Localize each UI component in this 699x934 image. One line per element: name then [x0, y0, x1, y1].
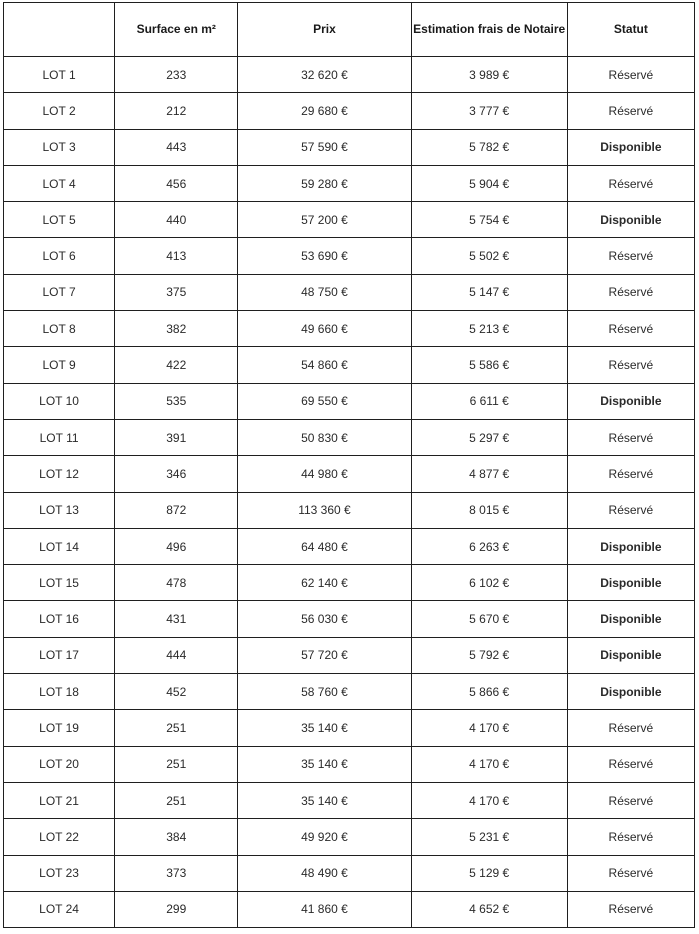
cell-frais: 6 263 € — [411, 528, 567, 564]
table-row — [4, 855, 695, 891]
cell-lot: LOT 3 — [4, 129, 115, 165]
table-body — [4, 57, 695, 928]
cell-prix: 58 760 € — [238, 674, 411, 710]
cell-statut: Disponible — [567, 129, 694, 165]
cell-lot: LOT 17 — [4, 637, 115, 673]
cell-lot: LOT 4 — [4, 165, 115, 201]
cell-frais: 5 904 € — [411, 165, 567, 201]
cell-statut: Réservé — [567, 93, 694, 129]
cell-frais: 3 989 € — [411, 57, 567, 93]
table-row — [4, 782, 695, 818]
table-row — [4, 383, 695, 419]
cell-lot: LOT 9 — [4, 347, 115, 383]
cell-statut: Disponible — [567, 383, 694, 419]
cell-lot: LOT 1 — [4, 57, 115, 93]
table-row — [4, 710, 695, 746]
cell-frais: 4 652 € — [411, 891, 567, 927]
cell-frais: 6 102 € — [411, 565, 567, 601]
cell-surface: 384 — [115, 819, 238, 855]
cell-prix: 35 140 € — [238, 710, 411, 746]
table-row — [4, 419, 695, 455]
cell-frais: 5 792 € — [411, 637, 567, 673]
cell-statut: Réservé — [567, 782, 694, 818]
cell-prix: 62 140 € — [238, 565, 411, 601]
cell-lot: LOT 21 — [4, 782, 115, 818]
cell-surface: 233 — [115, 57, 238, 93]
cell-prix: 49 660 € — [238, 311, 411, 347]
cell-prix: 56 030 € — [238, 601, 411, 637]
cell-frais: 5 213 € — [411, 311, 567, 347]
cell-frais: 6 611 € — [411, 383, 567, 419]
cell-frais: 5 502 € — [411, 238, 567, 274]
header-frais: Estimation frais de Notaire — [411, 3, 567, 57]
cell-prix: 54 860 € — [238, 347, 411, 383]
table-row — [4, 274, 695, 310]
cell-statut: Réservé — [567, 274, 694, 310]
table-row — [4, 456, 695, 492]
cell-surface: 443 — [115, 129, 238, 165]
cell-prix: 32 620 € — [238, 57, 411, 93]
table-header — [4, 3, 695, 57]
table-row — [4, 891, 695, 927]
cell-surface: 375 — [115, 274, 238, 310]
cell-frais: 5 866 € — [411, 674, 567, 710]
cell-lot: LOT 2 — [4, 93, 115, 129]
cell-surface: 391 — [115, 419, 238, 455]
cell-statut: Réservé — [567, 710, 694, 746]
cell-lot: LOT 16 — [4, 601, 115, 637]
table-row — [4, 819, 695, 855]
cell-prix: 57 720 € — [238, 637, 411, 673]
cell-statut: Réservé — [567, 165, 694, 201]
header-row — [4, 3, 695, 57]
cell-statut: Disponible — [567, 528, 694, 564]
header-prix: Prix — [238, 3, 411, 57]
cell-prix: 57 200 € — [238, 202, 411, 238]
cell-surface: 478 — [115, 565, 238, 601]
table-row — [4, 238, 695, 274]
table-row — [4, 311, 695, 347]
cell-prix: 29 680 € — [238, 93, 411, 129]
cell-lot: LOT 22 — [4, 819, 115, 855]
cell-prix: 57 590 € — [238, 129, 411, 165]
cell-lot: LOT 11 — [4, 419, 115, 455]
cell-prix: 64 480 € — [238, 528, 411, 564]
table-row — [4, 637, 695, 673]
cell-surface: 251 — [115, 710, 238, 746]
cell-surface: 373 — [115, 855, 238, 891]
cell-surface: 346 — [115, 456, 238, 492]
table-row — [4, 129, 695, 165]
cell-lot: LOT 14 — [4, 528, 115, 564]
table-row — [4, 492, 695, 528]
cell-prix: 113 360 € — [238, 492, 411, 528]
table-row — [4, 674, 695, 710]
cell-surface: 413 — [115, 238, 238, 274]
cell-surface: 452 — [115, 674, 238, 710]
cell-frais: 5 231 € — [411, 819, 567, 855]
cell-statut: Réservé — [567, 891, 694, 927]
cell-lot: LOT 20 — [4, 746, 115, 782]
cell-statut: Réservé — [567, 819, 694, 855]
cell-statut: Réservé — [567, 238, 694, 274]
header-surface: Surface en m² — [115, 3, 238, 57]
table-row — [4, 601, 695, 637]
cell-frais: 4 877 € — [411, 456, 567, 492]
table-row — [4, 746, 695, 782]
cell-frais: 5 586 € — [411, 347, 567, 383]
cell-prix: 35 140 € — [238, 782, 411, 818]
cell-statut: Disponible — [567, 637, 694, 673]
cell-surface: 382 — [115, 311, 238, 347]
cell-frais: 4 170 € — [411, 746, 567, 782]
lots-table — [3, 2, 695, 928]
cell-lot: LOT 23 — [4, 855, 115, 891]
cell-frais: 4 170 € — [411, 782, 567, 818]
cell-lot: LOT 5 — [4, 202, 115, 238]
cell-statut: Disponible — [567, 674, 694, 710]
cell-prix: 69 550 € — [238, 383, 411, 419]
cell-lot: LOT 24 — [4, 891, 115, 927]
cell-surface: 535 — [115, 383, 238, 419]
cell-surface: 431 — [115, 601, 238, 637]
cell-prix: 50 830 € — [238, 419, 411, 455]
cell-prix: 48 750 € — [238, 274, 411, 310]
cell-statut: Réservé — [567, 492, 694, 528]
header-lot — [4, 3, 115, 57]
cell-statut: Réservé — [567, 855, 694, 891]
cell-surface: 444 — [115, 637, 238, 673]
cell-statut: Réservé — [567, 347, 694, 383]
cell-frais: 5 670 € — [411, 601, 567, 637]
cell-lot: LOT 15 — [4, 565, 115, 601]
cell-surface: 496 — [115, 528, 238, 564]
cell-prix: 49 920 € — [238, 819, 411, 855]
cell-surface: 251 — [115, 782, 238, 818]
cell-surface: 299 — [115, 891, 238, 927]
cell-lot: LOT 13 — [4, 492, 115, 528]
cell-surface: 212 — [115, 93, 238, 129]
cell-frais: 5 782 € — [411, 129, 567, 165]
cell-frais: 4 170 € — [411, 710, 567, 746]
cell-statut: Réservé — [567, 57, 694, 93]
cell-surface: 872 — [115, 492, 238, 528]
cell-prix: 48 490 € — [238, 855, 411, 891]
cell-lot: LOT 12 — [4, 456, 115, 492]
cell-prix: 35 140 € — [238, 746, 411, 782]
table-row — [4, 93, 695, 129]
cell-frais: 5 129 € — [411, 855, 567, 891]
header-statut: Statut — [567, 3, 694, 57]
cell-lot: LOT 7 — [4, 274, 115, 310]
cell-surface: 456 — [115, 165, 238, 201]
cell-surface: 251 — [115, 746, 238, 782]
cell-statut: Disponible — [567, 565, 694, 601]
cell-surface: 440 — [115, 202, 238, 238]
cell-prix: 59 280 € — [238, 165, 411, 201]
cell-lot: LOT 6 — [4, 238, 115, 274]
cell-lot: LOT 10 — [4, 383, 115, 419]
table-row — [4, 347, 695, 383]
cell-statut: Réservé — [567, 311, 694, 347]
cell-frais: 5 147 € — [411, 274, 567, 310]
cell-prix: 41 860 € — [238, 891, 411, 927]
table-row — [4, 57, 695, 93]
table-row — [4, 165, 695, 201]
cell-frais: 8 015 € — [411, 492, 567, 528]
cell-prix: 53 690 € — [238, 238, 411, 274]
cell-frais: 5 754 € — [411, 202, 567, 238]
cell-prix: 44 980 € — [238, 456, 411, 492]
cell-statut: Disponible — [567, 202, 694, 238]
table-row — [4, 528, 695, 564]
cell-statut: Disponible — [567, 601, 694, 637]
cell-statut: Réservé — [567, 419, 694, 455]
cell-statut: Réservé — [567, 456, 694, 492]
cell-lot: LOT 18 — [4, 674, 115, 710]
cell-lot: LOT 19 — [4, 710, 115, 746]
cell-frais: 3 777 € — [411, 93, 567, 129]
table-row — [4, 565, 695, 601]
cell-surface: 422 — [115, 347, 238, 383]
cell-lot: LOT 8 — [4, 311, 115, 347]
cell-frais: 5 297 € — [411, 419, 567, 455]
table-row — [4, 202, 695, 238]
cell-statut: Réservé — [567, 746, 694, 782]
